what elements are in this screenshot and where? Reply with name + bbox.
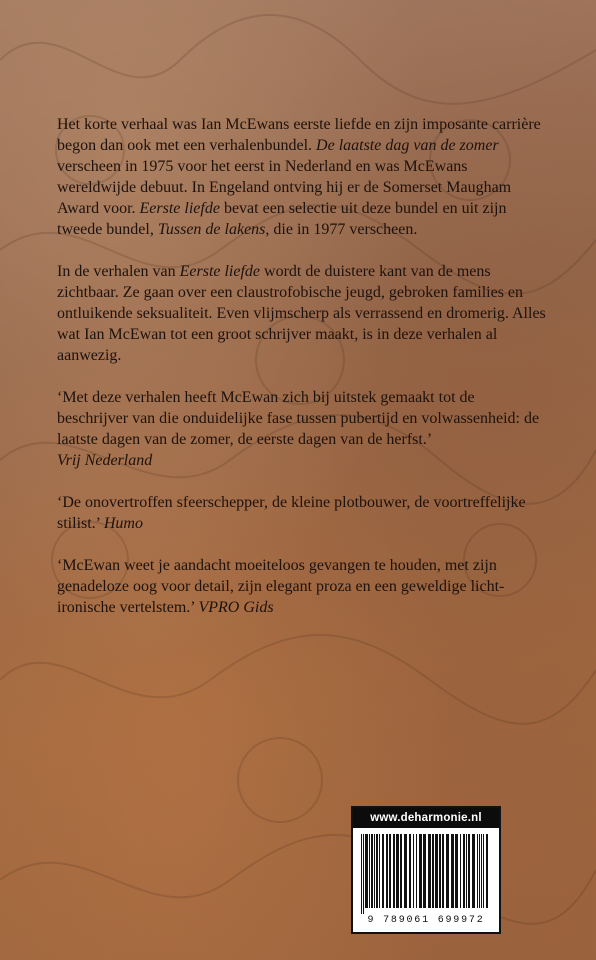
barcode-bar (363, 834, 364, 914)
quote-source: Humo (103, 515, 143, 532)
barcode-bar (463, 834, 465, 908)
barcode-bar (371, 834, 373, 908)
barcode-bar (460, 834, 461, 908)
barcode-bar (386, 834, 388, 908)
barcode-bar (413, 834, 414, 908)
barcode-bar (486, 834, 488, 908)
barcode-bar (466, 834, 467, 908)
barcode-bar (472, 834, 475, 908)
review-quote-2: ‘De onovertroffen sfeerschepper, de kleine plotbouwer, de voortreffelijke stilist.’ Humo (57, 494, 526, 532)
barcode-panel (351, 806, 501, 934)
barcode-bar (404, 834, 407, 908)
barcode-bar (432, 834, 434, 908)
barcode-bar (374, 834, 375, 908)
review-quote-1: ‘Met deze verhalen heeft McEwan zich bij uitstek gemaakt tot de beschrijver van die onduidelijke fase tussen pubertijd en volwassenheid: de laatste dagen van de zomer, de eerste dagen van de herfst.’ Vrij Nederland (57, 389, 540, 469)
back-cover-text (57, 114, 547, 639)
book-title: Eerste liefde (139, 200, 220, 217)
book-title: Tussen de lakens (157, 221, 266, 238)
barcode-bar (479, 834, 480, 908)
quote-source: VPRO Gids (198, 599, 274, 616)
barcode-bar (439, 834, 441, 908)
barcode-bar (393, 834, 395, 908)
quote-source: Vrij Nederland (57, 452, 153, 469)
barcode-bar (369, 834, 370, 908)
barcode-bar (365, 834, 368, 908)
barcode-bar (379, 834, 380, 908)
barcode-bar (477, 834, 478, 908)
barcode-bar (416, 834, 417, 908)
barcode-bar (400, 834, 402, 908)
barcode-bar (435, 834, 438, 908)
barcode-bar (483, 834, 484, 908)
barcode-bar (376, 834, 378, 908)
barcode-graphic (359, 834, 493, 914)
barcode-bar (451, 834, 454, 908)
book-title: De laatste dag van de zomer (316, 137, 499, 154)
isbn-number: 9 789061 699972 (367, 915, 485, 926)
blurb-paragraph-1: Het korte verhaal was Ian McEwans eerste liefde en zijn imposante carrière begon dan ook met een verhalenbundel. De laatste dag van de zomer verscheen in 1975 voor het eerst in Nederland en was McEwans wereldwijde debuut. In Engeland ontving hij er de Somerset Maugham Award voor. Eerste liefde bevat een selectie uit deze bundel en uit zijn tweede bundel, Tussen de lakens, die in 1977 verscheen. (57, 116, 541, 238)
book-title: Eerste liefde (179, 263, 261, 280)
barcode-bar (396, 834, 399, 908)
review-quote-3: ‘McEwan weet je aandacht moeiteloos gevangen te houden, met zijn genadeloze oog voor detail, zijn elegant proza en een geweldige licht-ironische vertelstem.’ VPRO Gids (57, 557, 505, 616)
barcode-bar (481, 834, 482, 908)
barcode-bar (409, 834, 411, 908)
barcode-bar (361, 834, 362, 914)
blurb-paragraph-2: In de verhalen van Eerste liefde wordt de duistere kant van de mens zichtbaar. Ze gaan over een claustrofobische jeugd, gebroken families en ontluikende seksualiteit. Even vlijmscherp als verrassend en dromerig. Alles wat Ian McEwan tot een groot schrijver maakt, is in deze verhalen al aanwezig. (57, 263, 546, 364)
barcode-bar (419, 834, 422, 908)
barcode-bar (455, 834, 458, 908)
publisher-url: www.deharmonie.nl (353, 808, 499, 828)
barcode-bar (428, 834, 431, 908)
barcode-bar (442, 834, 444, 908)
barcode-bar (468, 834, 470, 908)
barcode-bar (389, 834, 391, 908)
barcode-bar (423, 834, 426, 908)
barcode-bar (382, 834, 384, 908)
barcode-bar (446, 834, 449, 908)
